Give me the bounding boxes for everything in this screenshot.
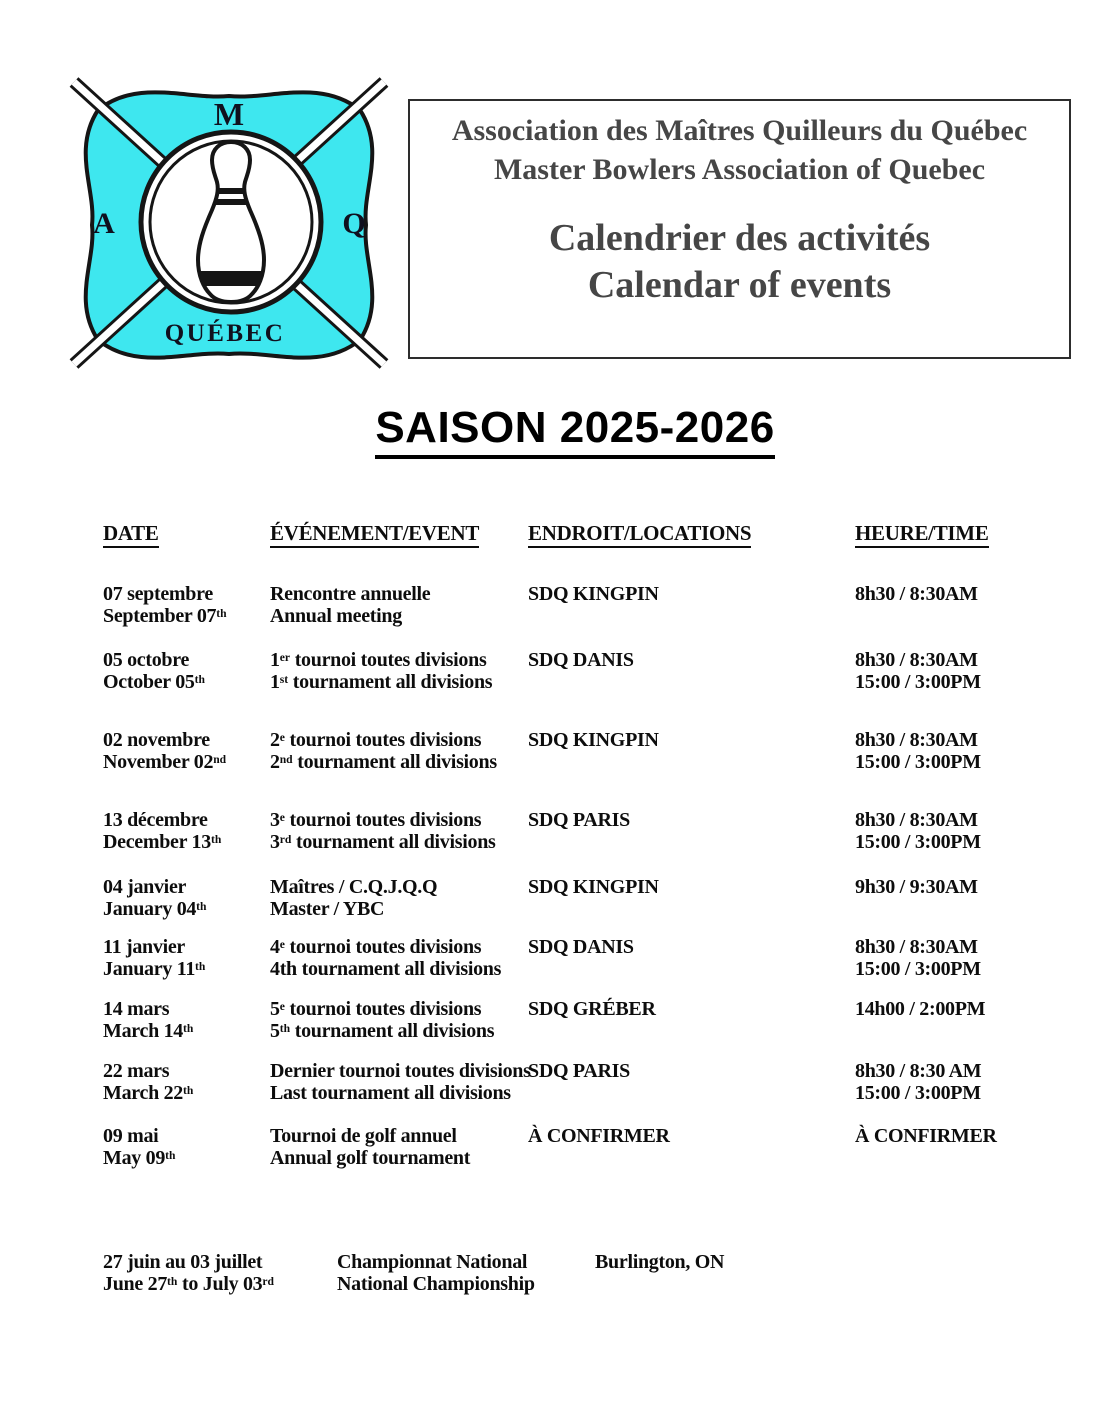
- location-cell: SDQ KINGPIN: [528, 583, 659, 605]
- time-cell: 8h30 / 8:30AM 15:00 / 3:00PM: [855, 936, 981, 980]
- time-cell: 8h30 / 8:30 AM 15:00 / 3:00PM: [855, 1060, 982, 1104]
- date-cell: 11 janvier January 11th: [103, 936, 206, 980]
- location-cell: À CONFIRMER: [528, 1125, 670, 1147]
- event-cell: 2e tournoi toutes divisions 2nd tournament all divisions: [270, 729, 497, 773]
- table-row: [103, 998, 1063, 1042]
- season-heading-wrap: [0, 403, 1100, 459]
- event-cell: Dernier tournoi toutes divisions Last tournament all divisions: [270, 1060, 531, 1104]
- column-header-time: HEURE/TIME: [855, 520, 1063, 547]
- location-cell: SDQ PARIS: [528, 809, 630, 831]
- event-cell: 5e tournoi toutes divisions 5th tournament all divisions: [270, 998, 495, 1042]
- location-cell: SDQ KINGPIN: [528, 729, 659, 751]
- time-cell: 8h30 / 8:30AM 15:00 / 3:00PM: [855, 729, 981, 773]
- location-cell: SDQ DANIS: [528, 649, 634, 671]
- date-cell: 05 octobre October 05th: [103, 649, 205, 693]
- location-cell: SDQ GRÉBER: [528, 998, 656, 1020]
- header-box: [408, 99, 1071, 359]
- org-name-fr: Association des Maîtres Quilleurs du Québec: [451, 114, 1028, 147]
- table-row: [103, 809, 1063, 853]
- season-title: SAISON 2025-2026: [375, 403, 774, 459]
- event-cell: 1er tournoi toutes divisions 1st tournament all divisions: [270, 649, 493, 693]
- time-cell: 14h00 / 2:00PM: [855, 998, 986, 1020]
- table-row: [103, 1060, 1063, 1104]
- time-cell: 9h30 / 9:30AM: [855, 876, 978, 898]
- location-cell: SDQ DANIS: [528, 936, 634, 958]
- table-row: [103, 876, 1063, 920]
- location-cell: SDQ KINGPIN: [528, 876, 659, 898]
- event-cell: Championnat National National Championship: [337, 1251, 535, 1295]
- column-header-event: ÉVÉNEMENT/EVENT: [270, 520, 528, 547]
- calendar-title-en: Calendar of events: [587, 264, 892, 306]
- date-cell: 13 décembre December 13th: [103, 809, 222, 853]
- calendar-title-fr: Calendrier des activités: [548, 217, 931, 259]
- location-cell: Burlington, ON: [595, 1251, 725, 1273]
- time-cell: 8h30 / 8:30AM 15:00 / 3:00PM: [855, 809, 981, 853]
- mbaq-logo: [68, 72, 390, 377]
- date-cell: 22 mars March 22th: [103, 1060, 194, 1104]
- events-rows: [103, 583, 1063, 1169]
- location-cell: SDQ PARIS: [528, 1060, 630, 1082]
- time-cell: À CONFIRMER: [855, 1125, 997, 1147]
- event-cell: 3e tournoi toutes divisions 3rd tournament all divisions: [270, 809, 496, 853]
- date-cell: 14 mars March 14th: [103, 998, 194, 1042]
- table-row: [103, 729, 1063, 773]
- date-cell: 27 juin au 03 juillet June 27th to July 03rd: [103, 1251, 274, 1295]
- championship-row: [103, 1251, 1063, 1295]
- events-table: [103, 520, 1063, 1295]
- column-header-date: DATE: [103, 520, 270, 547]
- table-row: [103, 583, 1063, 627]
- table-row: [103, 1125, 1063, 1169]
- logo-letter-m: M: [213, 96, 245, 132]
- event-cell: 4e tournoi toutes divisions 4th tournament all divisions: [270, 936, 502, 980]
- logo-letter-q: Q: [342, 207, 366, 240]
- date-cell: 04 janvier January 04th: [103, 876, 207, 920]
- table-header-row: [103, 520, 1063, 547]
- org-name-en: Master Bowlers Association of Quebec: [493, 153, 986, 186]
- time-cell: [922, 1251, 1063, 1295]
- date-cell: 07 septembre September 07th: [103, 583, 227, 627]
- date-cell: 02 novembre November 02nd: [103, 729, 227, 773]
- time-cell: 8h30 / 8:30AM 15:00 / 3:00PM: [855, 649, 981, 693]
- table-row: [103, 649, 1063, 693]
- logo-letter-a: A: [93, 207, 115, 240]
- column-header-location: ENDROIT/LOCATIONS: [528, 520, 855, 547]
- time-cell: 8h30 / 8:30AM: [855, 583, 978, 605]
- mbaq-logo-svg: [68, 72, 390, 377]
- date-cell: 09 mai May 09th: [103, 1125, 176, 1169]
- event-cell: Rencontre annuelle Annual meeting: [270, 583, 431, 627]
- table-row: [103, 936, 1063, 980]
- event-cell: Maîtres / C.Q.J.Q.Q Master / YBC: [270, 876, 438, 920]
- event-cell: Tournoi de golf annuel Annual golf tournament: [270, 1125, 471, 1169]
- logo-word-quebec: QUÉBEC: [164, 320, 286, 347]
